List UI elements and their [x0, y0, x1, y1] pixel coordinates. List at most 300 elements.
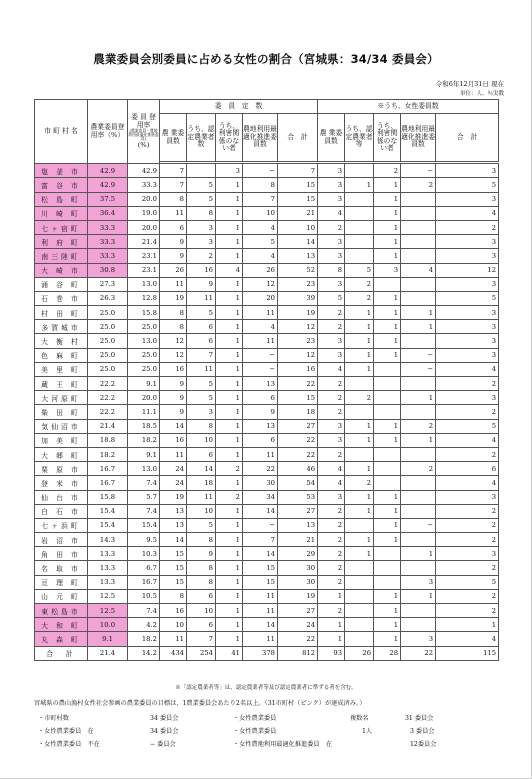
- cell-w-certified: 1: [345, 178, 374, 192]
- cell-w-promotion: 1: [401, 391, 436, 405]
- cell-no-interest: 1: [216, 632, 243, 646]
- cell-w-promotion: [401, 561, 436, 575]
- cell-w-promotion: 1: [401, 547, 436, 561]
- cell-farm-members: 8: [160, 306, 187, 320]
- cell-certified: 3: [187, 405, 216, 419]
- cell-total: 27: [278, 419, 318, 433]
- cell-w-certified: 1: [345, 419, 374, 433]
- cell-certified: 3: [187, 220, 216, 234]
- cell-w-promotion: [401, 334, 436, 348]
- cell-w-no-interest: [374, 476, 401, 490]
- cell-municipality: 角 田 市: [35, 547, 88, 561]
- cell-rate-farm: 13.3: [88, 575, 128, 589]
- cell-certified: 9: [187, 547, 216, 561]
- cell-no-interest: 1: [216, 561, 243, 575]
- cell-w-total: 2: [436, 604, 499, 618]
- cell-w-total: 3: [436, 306, 499, 320]
- cell-w-promotion: [401, 220, 436, 234]
- table-row: [35, 433, 499, 447]
- cell-w-promotion: 4: [401, 263, 436, 277]
- table-row: [35, 419, 499, 433]
- cell-w-promotion: [401, 249, 436, 263]
- cell-w-farm-members: 2: [318, 320, 345, 334]
- cell-no-interest: 4: [216, 263, 243, 277]
- cell-promotion: −: [243, 362, 278, 376]
- cell-w-no-interest: 1: [374, 334, 401, 348]
- cell-rate-farm: 22.2: [88, 391, 128, 405]
- cell-municipality: 大 郷 町: [35, 447, 88, 461]
- cell-total: 15: [278, 192, 318, 206]
- table-row: [35, 447, 499, 461]
- cell-w-certified: 1: [345, 306, 374, 320]
- cell-w-total: 3: [436, 235, 499, 249]
- cell-w-certified: [345, 377, 374, 391]
- cell-rate-farm: 13.3: [88, 561, 128, 575]
- cell-total: 19: [278, 589, 318, 603]
- cell-w-total: 3: [436, 334, 499, 348]
- cell-farm-members: 8: [160, 589, 187, 603]
- cell-w-farm-members: 4: [318, 362, 345, 376]
- cell-no-interest: 1: [216, 476, 243, 490]
- cell-certified: 254: [187, 646, 216, 660]
- cell-w-no-interest: 1: [374, 632, 401, 646]
- footer-label-women-farm-2: ・女性農業委員: [233, 728, 277, 735]
- cell-municipality: 登 米 市: [35, 476, 88, 490]
- cell-w-total: 3: [436, 277, 499, 291]
- cell-certified: 8: [187, 419, 216, 433]
- cell-total: 22: [278, 632, 318, 646]
- cell-total: 15: [278, 391, 318, 405]
- cell-certified: 6: [187, 589, 216, 603]
- cell-w-total: 3: [436, 320, 499, 334]
- cell-total: 18: [278, 405, 318, 419]
- cell-total: 10: [278, 220, 318, 234]
- cell-promotion: 6: [243, 391, 278, 405]
- cell-total: 15: [278, 178, 318, 192]
- cell-rate-farm: 42.9: [88, 164, 128, 178]
- cell-w-certified: 1: [345, 462, 374, 476]
- cell-w-promotion: −: [401, 362, 436, 376]
- cell-w-certified: 1: [345, 504, 374, 518]
- header-w-total: 合 計: [436, 114, 499, 162]
- cell-certified: 10: [187, 604, 216, 618]
- cell-farm-members: 12: [160, 334, 187, 348]
- cell-w-no-interest: [374, 575, 401, 589]
- cell-w-farm-members: 3: [318, 178, 345, 192]
- cell-rate-farm: 25.0: [88, 348, 128, 362]
- cell-w-promotion: [401, 604, 436, 618]
- cell-w-promotion: [401, 447, 436, 461]
- cell-w-farm-members: 4: [318, 462, 345, 476]
- table-row: [35, 604, 499, 618]
- cell-w-farm-members: 2: [318, 561, 345, 575]
- cell-rate-farm: 12.5: [88, 589, 128, 603]
- unit-label: 単位：人、％実数: [459, 91, 504, 97]
- cell-w-promotion: 2: [401, 462, 436, 476]
- cell-w-no-interest: 1: [374, 348, 401, 362]
- header-w-promotion: 農地利用最適化推進委員数: [401, 114, 436, 162]
- table-row: [35, 405, 499, 419]
- cell-w-no-interest: 1: [374, 604, 401, 618]
- cell-w-promotion: 1: [401, 433, 436, 447]
- cell-farm-members: 24: [160, 462, 187, 476]
- cell-farm-members: 16: [160, 362, 187, 376]
- cell-promotion: 15: [243, 561, 278, 575]
- cell-certified: 6: [187, 334, 216, 348]
- table-row: [35, 575, 499, 589]
- cell-w-total: 2: [436, 377, 499, 391]
- cell-w-no-interest: 2: [374, 164, 401, 178]
- cell-farm-members: 15: [160, 575, 187, 589]
- cell-w-certified: 26: [345, 646, 374, 660]
- cell-rate-farm: 10.0: [88, 618, 128, 632]
- cell-certified: 5: [187, 377, 216, 391]
- cell-total: 39: [278, 291, 318, 305]
- cell-w-promotion: [401, 377, 436, 391]
- cell-w-farm-members: 3: [318, 419, 345, 433]
- cell-w-farm-members: 3: [318, 235, 345, 249]
- cell-farm-members: 15: [160, 561, 187, 575]
- cell-w-certified: [345, 632, 374, 646]
- cell-municipality: 蔵 王 町: [35, 377, 88, 391]
- cell-w-farm-members: 2: [318, 377, 345, 391]
- cell-total: 812: [278, 646, 318, 660]
- cell-w-no-interest: 1: [374, 291, 401, 305]
- cell-rate-farm: 27.3: [88, 277, 128, 291]
- table-row: [35, 320, 499, 334]
- cell-rate-committee: 15.4: [128, 518, 160, 532]
- cell-no-interest: 1: [216, 377, 243, 391]
- cell-certified: 5: [187, 178, 216, 192]
- cell-w-no-interest: [374, 462, 401, 476]
- cell-municipality: 亘 理 町: [35, 575, 88, 589]
- cell-w-no-interest: 1: [374, 178, 401, 192]
- cell-total: 30: [278, 561, 318, 575]
- cell-promotion: 20: [243, 291, 278, 305]
- cell-farm-members: 434: [160, 646, 187, 660]
- cell-no-interest: 1: [216, 433, 243, 447]
- cell-w-total: 3: [436, 490, 499, 504]
- footer-value-one-count: 3 委員会: [410, 728, 435, 735]
- cell-rate-committee: 7.4: [128, 604, 160, 618]
- cell-promotion: 14: [243, 504, 278, 518]
- cell-w-total: 3: [436, 547, 499, 561]
- cell-w-no-interest: 1: [374, 306, 401, 320]
- cell-w-certified: [345, 447, 374, 461]
- cell-municipality: 岩 沼 市: [35, 533, 88, 547]
- cell-rate-committee: 11.1: [128, 405, 160, 419]
- cell-rate-committee: 20.0: [128, 192, 160, 206]
- cell-farm-members: 8: [160, 320, 187, 334]
- cell-rate-farm: 21.4: [88, 419, 128, 433]
- cell-w-certified: 1: [345, 533, 374, 547]
- cell-rate-farm: 25.0: [88, 320, 128, 334]
- cell-rate-committee: 25.0: [128, 362, 160, 376]
- cell-total: 53: [278, 490, 318, 504]
- table-row: [35, 164, 499, 178]
- cell-municipality: 白 石 市: [35, 504, 88, 518]
- header-total: 合 計: [278, 114, 318, 162]
- cell-w-total: 4: [436, 632, 499, 646]
- cell-w-total: 6: [436, 462, 499, 476]
- cell-w-farm-members: 1: [318, 632, 345, 646]
- cell-w-farm-members: 5: [318, 291, 345, 305]
- cell-total: 29: [278, 547, 318, 561]
- cell-w-no-interest: [374, 547, 401, 561]
- cell-municipality: 大 和 町: [35, 618, 88, 632]
- table-row: [35, 334, 499, 348]
- cell-municipality: 丸 森 町: [35, 632, 88, 646]
- cell-w-total: 2: [436, 405, 499, 419]
- cell-farm-members: 11: [160, 447, 187, 461]
- cell-no-interest: 1: [216, 306, 243, 320]
- cell-no-interest: 1: [216, 504, 243, 518]
- cell-municipality: 栗 原 市: [35, 462, 88, 476]
- cell-rate-committee: 9.5: [128, 533, 160, 547]
- cell-certified: 5: [187, 518, 216, 532]
- cell-rate-farm: 14.3: [88, 533, 128, 547]
- cell-farm-members: 24: [160, 476, 187, 490]
- cell-no-interest: 2: [216, 490, 243, 504]
- cell-w-no-interest: [374, 447, 401, 461]
- cell-no-interest: 1: [216, 547, 243, 561]
- cell-rate-farm: 16.7: [88, 476, 128, 490]
- cell-municipality: 川 崎 町: [35, 206, 88, 220]
- cell-rate-committee: 10.5: [128, 589, 160, 603]
- cell-municipality: 七ヶ宿町: [35, 220, 88, 234]
- cell-certified: 11: [187, 362, 216, 376]
- header-group-members: 委 員 定 数: [160, 100, 318, 114]
- cell-rate-committee: 20.0: [128, 220, 160, 234]
- women-ratio-table: [34, 99, 499, 661]
- header-w-certified: うち、認定農業者等: [345, 114, 374, 162]
- cell-w-certified: 2: [345, 391, 374, 405]
- page-title: 農業委員会別委員に占める女性の割合（宮城県：34/34 委員会）: [93, 52, 439, 66]
- cell-rate-farm: 33.3: [88, 220, 128, 234]
- cell-certified: 8: [187, 561, 216, 575]
- cell-promotion: 11: [243, 589, 278, 603]
- cell-rate-committee: 18.5: [128, 419, 160, 433]
- cell-w-farm-members: 2: [318, 575, 345, 589]
- cell-w-promotion: 22: [401, 646, 436, 660]
- cell-w-promotion: [401, 618, 436, 632]
- cell-w-total: 3: [436, 192, 499, 206]
- cell-w-no-interest: 28: [374, 646, 401, 660]
- cell-w-no-interest: 1: [374, 490, 401, 504]
- cell-w-total: 4: [436, 476, 499, 490]
- cell-w-farm-members: 3: [318, 164, 345, 178]
- cell-w-farm-members: 2: [318, 405, 345, 419]
- footer-value-promotion: 12委員会: [410, 741, 437, 748]
- cell-w-total: 2: [436, 220, 499, 234]
- cell-total: 12: [278, 348, 318, 362]
- cell-certified: 9: [187, 277, 216, 291]
- cell-promotion: 13: [243, 419, 278, 433]
- cell-w-no-interest: [374, 277, 401, 291]
- table-row: [35, 632, 499, 646]
- cell-rate-committee: 16.7: [128, 575, 160, 589]
- cell-no-interest: 1: [216, 334, 243, 348]
- cell-w-no-interest: 3: [374, 263, 401, 277]
- cell-rate-farm: 21.4: [88, 646, 128, 660]
- cell-w-promotion: −: [401, 518, 436, 532]
- cell-total: 23: [278, 334, 318, 348]
- cell-w-no-interest: 1: [374, 192, 401, 206]
- cell-municipality: 名 取 市: [35, 561, 88, 575]
- cell-w-promotion: −: [401, 164, 436, 178]
- cell-w-farm-members: 2: [318, 604, 345, 618]
- cell-municipality: 柴 田 町: [35, 405, 88, 419]
- cell-no-interest: 1: [216, 575, 243, 589]
- cell-no-interest: 41: [216, 646, 243, 660]
- cell-no-interest: 1: [216, 220, 243, 234]
- cell-w-promotion: [401, 206, 436, 220]
- cell-w-no-interest: 1: [374, 533, 401, 547]
- cell-w-no-interest: [374, 391, 401, 405]
- cell-w-certified: [345, 618, 374, 632]
- cell-w-no-interest: 1: [374, 320, 401, 334]
- cell-municipality: 大 崎 市: [35, 263, 88, 277]
- header-group-women: ※うち、女性委員数: [318, 100, 499, 114]
- cell-w-certified: [345, 518, 374, 532]
- cell-total: 21: [278, 533, 318, 547]
- cell-promotion: 34: [243, 490, 278, 504]
- cell-w-certified: [345, 589, 374, 603]
- header-rate-committee-label: 委 員 登用率: [131, 113, 156, 129]
- cell-w-farm-members: 4: [318, 206, 345, 220]
- cell-promotion: 11: [243, 334, 278, 348]
- cell-no-interest: 1: [216, 447, 243, 461]
- cell-promotion: 4: [243, 249, 278, 263]
- footer-value-multiple-count: 31 委員会: [405, 715, 434, 722]
- cell-w-total: 4: [436, 362, 499, 376]
- cell-w-promotion: 1: [401, 306, 436, 320]
- cell-no-interest: 1: [216, 235, 243, 249]
- cell-w-certified: [345, 206, 374, 220]
- cell-w-certified: 1: [345, 547, 374, 561]
- cell-w-total: 4: [436, 433, 499, 447]
- cell-rate-farm: 30.8: [88, 263, 128, 277]
- header-no-interest: うち、利害関係のない者: [216, 114, 243, 162]
- cell-promotion: 4: [243, 220, 278, 234]
- cell-farm-members: 14: [160, 533, 187, 547]
- cell-w-total: 5: [436, 419, 499, 433]
- cell-w-certified: [345, 604, 374, 618]
- cell-total: 14: [278, 235, 318, 249]
- cell-rate-committee: 9.1: [128, 377, 160, 391]
- cell-rate-farm: 25.0: [88, 334, 128, 348]
- cell-rate-committee: 4.2: [128, 618, 160, 632]
- cell-rate-committee: 21.4: [128, 235, 160, 249]
- cell-total: 13: [278, 518, 318, 532]
- cell-rate-farm: 15.8: [88, 490, 128, 504]
- cell-farm-members: 9: [160, 391, 187, 405]
- cell-w-total: 5: [436, 178, 499, 192]
- cell-farm-members: 19: [160, 291, 187, 305]
- cell-no-interest: 1: [216, 589, 243, 603]
- cell-municipality: 仙 台 市: [35, 490, 88, 504]
- cell-rate-farm: 36.4: [88, 206, 128, 220]
- cell-w-promotion: [401, 476, 436, 490]
- cell-total: 23: [278, 277, 318, 291]
- cell-municipality: 美 里 町: [35, 362, 88, 376]
- cell-rate-farm: 18.8: [88, 433, 128, 447]
- cell-w-certified: 1: [345, 362, 374, 376]
- cell-w-total: 3: [436, 391, 499, 405]
- header-rate-committee-sub: (農業委員・農地利用最適化推進委員): [128, 128, 159, 142]
- cell-w-certified: 2: [345, 291, 374, 305]
- footer-value-women-present: 34 委員会: [150, 728, 179, 735]
- footer-label-women-absent: ・女性農業委員 不在: [38, 741, 100, 748]
- cell-w-total: 2: [436, 518, 499, 532]
- table-row: [35, 518, 499, 532]
- cell-rate-committee: 14.2: [128, 646, 160, 660]
- cell-rate-farm: 33.3: [88, 249, 128, 263]
- cell-w-promotion: 2: [401, 178, 436, 192]
- cell-certified: 7: [187, 348, 216, 362]
- cell-w-no-interest: 1: [374, 433, 401, 447]
- cell-municipality: 七ヶ浜町: [35, 518, 88, 532]
- cell-farm-members: 26: [160, 263, 187, 277]
- cell-municipality: 富 谷 市: [35, 178, 88, 192]
- cell-w-total: 2: [436, 533, 499, 547]
- footer-value-municipalities: 34 委員会: [150, 715, 179, 722]
- cell-total: 16: [278, 362, 318, 376]
- cell-w-certified: [345, 192, 374, 206]
- cell-certified: 8: [187, 206, 216, 220]
- cell-w-farm-members: 2: [318, 447, 345, 461]
- cell-rate-farm: 26.3: [88, 291, 128, 305]
- cell-total: 19: [278, 306, 318, 320]
- cell-no-interest: 1: [216, 604, 243, 618]
- cell-w-no-interest: 1: [374, 249, 401, 263]
- cell-total: 21: [278, 206, 318, 220]
- cell-rate-committee: 25.0: [128, 348, 160, 362]
- table-row: [35, 589, 499, 603]
- total-row: [35, 646, 499, 660]
- cell-w-farm-members: 2: [318, 306, 345, 320]
- cell-w-promotion: [401, 291, 436, 305]
- cell-promotion: 8: [243, 178, 278, 192]
- cell-rate-committee: 42.9: [128, 164, 160, 178]
- cell-no-interest: 1: [216, 320, 243, 334]
- cell-w-certified: 2: [345, 277, 374, 291]
- cell-farm-members: 7: [160, 178, 187, 192]
- table-row: [35, 547, 499, 561]
- footer-summary: 宮城県の農山漁村女性社会参画の農業委員の目標は，1農業委員会あたり2名以上。（31市町村（ピンク）が達成済み。）: [34, 700, 366, 707]
- header-farm-members: 農 業委員数: [160, 114, 187, 162]
- cell-rate-farm: 33.3: [88, 235, 128, 249]
- table-row: [35, 249, 499, 263]
- cell-w-certified: [345, 164, 374, 178]
- cell-w-certified: 5: [345, 263, 374, 277]
- cell-certified: 10: [187, 433, 216, 447]
- cell-rate-committee: 19.0: [128, 206, 160, 220]
- cell-rate-committee: 10.3: [128, 547, 160, 561]
- cell-total: 27: [278, 604, 318, 618]
- cell-rate-farm: 15.4: [88, 518, 128, 532]
- table-row: [35, 192, 499, 206]
- cell-municipality: 多賀城市: [35, 320, 88, 334]
- table-row: [35, 306, 499, 320]
- cell-rate-farm: 18.2: [88, 447, 128, 461]
- header-municipality: 市 町 村 名: [35, 100, 88, 164]
- cell-promotion: 11: [243, 632, 278, 646]
- cell-w-no-interest: 1: [374, 235, 401, 249]
- footer-label-municipalities: ・市町村数: [38, 715, 69, 722]
- cell-no-interest: 1: [216, 348, 243, 362]
- cell-rate-farm: 9.1: [88, 632, 128, 646]
